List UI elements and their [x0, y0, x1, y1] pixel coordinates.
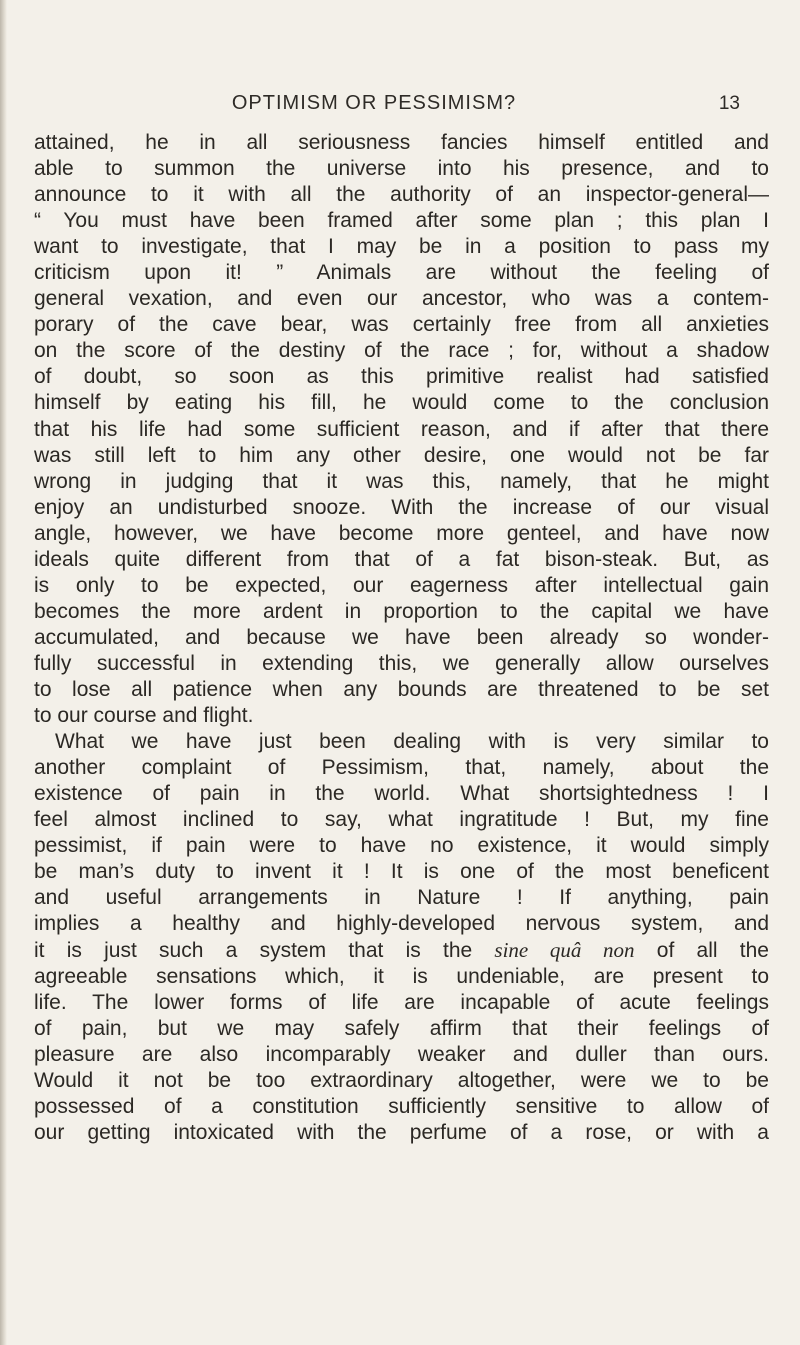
text-line: Would it not be too extraordinary altogether, were we to be: [34, 1068, 769, 1092]
text-line: existence of pain in the world. What shortsightedness ! I: [34, 782, 769, 806]
text-line: of pain, but we may safely affirm that their feelings of: [34, 1016, 769, 1040]
text-line: is only to be expected, our eagerness after intellectual gain: [34, 573, 769, 597]
text-line: announce to it with all the authority of an inspector-general—: [34, 183, 769, 207]
text-line: agreeable sensations which, it is undeniable, are present to: [34, 964, 769, 988]
text-line: of doubt, so soon as this primitive realist had satisfied: [34, 365, 769, 389]
text-line: accumulated, and because we have been already so wonder-: [34, 625, 769, 649]
running-head: [0, 92, 800, 122]
text-line: attained, he in all seriousness fancies himself entitled and: [34, 131, 769, 154]
text-line: fully successful in extending this, we generally allow ourselves: [34, 651, 769, 675]
text-line: himself by eating his fill, he would come to the conclusion: [34, 391, 769, 415]
line-text-after: of all the: [634, 939, 769, 963]
running-title: OPTIMISM OR PESSIMISM?: [231, 92, 517, 114]
text-line: “ You must have been framed after some plan ; this plan I: [34, 209, 769, 233]
text-line: on the score of the destiny of the race ; for, without a shadow: [34, 339, 769, 363]
text-line: that his life had some sufficient reason, and if after that there: [34, 417, 769, 441]
text-line: pleasure are also incomparably weaker and duller than ours.: [34, 1042, 769, 1066]
body-text: [34, 130, 769, 1146]
text-line: porary of the cave bear, was certainly free from all anxieties: [34, 313, 769, 337]
text-line: angle, however, we have become more genteel, and have now: [34, 521, 769, 545]
italic-latin-phrase: sine quâ non: [494, 938, 635, 963]
text-line: ideals quite different from that of a fat bison-steak. But, as: [34, 547, 769, 571]
text-line: and useful arrangements in Nature ! If anything, pain: [34, 886, 769, 910]
text-line: was still left to him any other desire, one would not be far: [34, 443, 769, 467]
text-line: criticism upon it! ” Animals are without the feeling of: [34, 261, 769, 285]
text-line: pessimist, if pain were to have no existence, it would simply: [34, 834, 769, 858]
text-line: be man’s duty to invent it ! It is one of the most beneficent: [34, 860, 769, 884]
text-line: implies a healthy and highly-developed nervous system, and: [34, 912, 769, 936]
text-line: to lose all patience when any bounds are threatened to be set: [34, 677, 769, 701]
text-line: general vexation, and even our ancestor, who was a contem-: [34, 287, 769, 311]
text-line: able to summon the universe into his presence, and to: [34, 157, 769, 181]
text-line: feel almost inclined to say, what ingratitude ! But, my fine: [34, 808, 769, 832]
page-edge: [0, 0, 7, 1345]
page-number: 13: [718, 93, 740, 114]
text-line: enjoy an undisturbed snooze. With the increase of our visual: [34, 495, 769, 519]
text-line: another complaint of Pessimism, that, namely, about the: [34, 756, 769, 780]
paragraph-start-line: What we have just been dealing with is very similar to: [55, 730, 769, 754]
text-line: possessed of a constitution sufficiently sensitive to allow of: [34, 1094, 769, 1118]
text-line: wrong in judging that it was this, namely, that he might: [34, 469, 769, 493]
text-line: our getting intoxicated with the perfume of a rose, or with a: [34, 1120, 769, 1144]
text-line-with-italic: [34, 937, 769, 963]
line-text-before: it is just such a system that is the: [34, 939, 495, 963]
text-line: life. The lower forms of life are incapable of acute feelings: [34, 990, 769, 1014]
text-line: want to investigate, that I may be in a position to pass my: [34, 235, 769, 259]
paragraph-end-line: to our course and flight.: [34, 704, 254, 728]
text-line: becomes the more ardent in proportion to the capital we have: [34, 599, 769, 623]
